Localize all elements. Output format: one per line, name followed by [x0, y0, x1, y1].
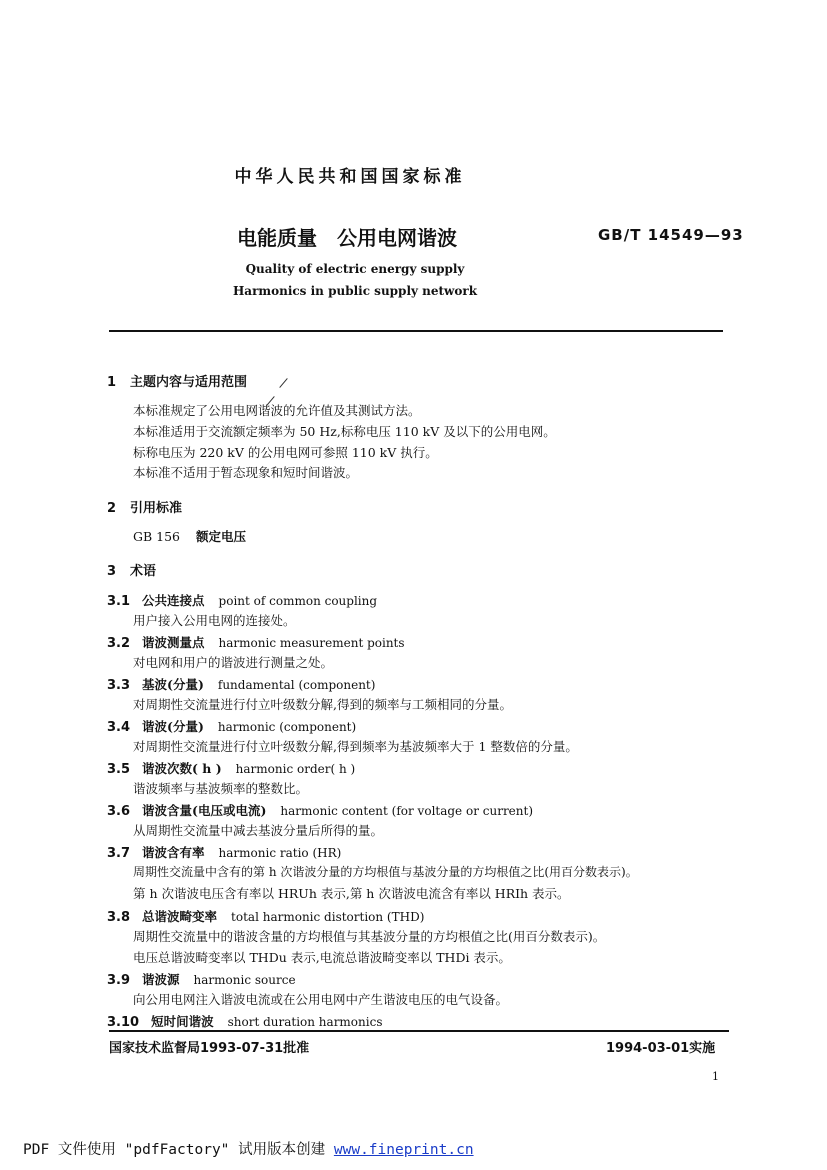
fineprint-link[interactable]: www.fineprint.cn [333, 1142, 474, 1158]
section-1-heading [107, 371, 247, 390]
term-number: 3.7 [107, 846, 131, 861]
scan-mark [279, 378, 287, 388]
term-en: harmonic order( h ) [235, 762, 356, 776]
term-3-6-def: 从周期性交流量中减去基波分量后所得的量。 [133, 823, 384, 838]
term-3-3 [107, 674, 375, 693]
pdf-factory-watermark [23, 1138, 474, 1159]
term-cn: 谐波含量(电压或电流) [142, 803, 267, 818]
term-3-7-def-1: 周期性交流量中含有的第 h 次谐波分量的方均根值与基波分量的方均根值之比(用百分数表示)。 [133, 865, 638, 879]
document-title: 电能质量 公用电网谐波 [237, 226, 457, 250]
term-cn: 谐波次数( h ) [142, 761, 222, 776]
term-3-2 [107, 632, 405, 651]
term-3-3-def: 对周期性交流量进行付立叶级数分解,得到的频率与工频相同的分量。 [133, 697, 512, 712]
term-en: harmonic content (for voltage or current) [280, 804, 534, 818]
term-3-1 [107, 590, 377, 609]
term-3-7-def-2: 第 h 次谐波电压含有率以 HRUh 表示,第 h 次谐波电流含有率以 HRIh 表示。 [133, 886, 570, 901]
watermark-text: PDF 文件使用 "pdfFactory" 试用版本创建 [23, 1142, 334, 1158]
term-en: harmonic ratio (HR) [218, 846, 342, 860]
section-number: 1 [107, 375, 117, 390]
term-cn: 基波(分量) [142, 677, 204, 692]
term-cn: 谐波测量点 [142, 635, 205, 650]
term-cn: 谐波(分量) [142, 719, 204, 734]
term-en: total harmonic distortion (THD) [231, 910, 425, 924]
header-divider [109, 330, 723, 332]
term-3-9-def: 向公用电网注入谐波电流或在公用电网中产生谐波电压的电气设备。 [133, 992, 509, 1007]
national-standard-label: 中华人民共和国国家标准 [234, 167, 466, 187]
term-en: harmonic source [193, 973, 296, 987]
section-2-heading [107, 497, 182, 516]
reference-code: GB 156 [133, 529, 181, 544]
term-number: 3.9 [107, 973, 131, 988]
term-3-6 [107, 800, 533, 819]
section-1-line-3: 标称电压为 220 kV 的公用电网可参照 110 kV 执行。 [133, 445, 438, 460]
term-3-7 [107, 842, 341, 861]
term-number: 3.6 [107, 804, 131, 819]
effective-date: 1994-03-01实施 [606, 1041, 716, 1056]
reference-gb156 [133, 527, 246, 545]
section-title: 术语 [130, 564, 157, 579]
term-cn: 短时间谐波 [151, 1014, 214, 1029]
reference-title: 额定电压 [196, 529, 247, 544]
term-number: 3.10 [107, 1015, 140, 1030]
standard-code: GB/T 14549—93 [598, 226, 744, 244]
term-cn: 谐波含有率 [142, 845, 205, 860]
term-3-8-def-2: 电压总谐波畸变率以 THDu 表示,电流总谐波畸变率以 THDi 表示。 [133, 950, 511, 965]
term-number: 3.8 [107, 910, 131, 925]
term-3-4-def: 对周期性交流量进行付立叶级数分解,得到频率为基波频率大于 1 整数倍的分量。 [133, 739, 578, 754]
term-cn: 谐波源 [142, 972, 180, 987]
term-number: 3.3 [107, 678, 131, 693]
term-3-1-def: 用户接入公用电网的连接处。 [133, 613, 296, 628]
section-1-line-2: 本标准适用于交流额定频率为 50 Hz,标称电压 110 kV 及以下的公用电网。 [133, 424, 556, 439]
english-title-line1: Quality of electric energy supply [245, 262, 465, 276]
section-title: 引用标准 [130, 501, 183, 516]
section-number: 2 [107, 501, 117, 516]
term-cn: 公共连接点 [142, 593, 205, 608]
section-1-line-4: 本标准不适用于暂态现象和短时间谐波。 [133, 465, 359, 480]
section-number: 3 [107, 564, 117, 579]
page-number: 1 [712, 1070, 719, 1083]
term-3-10 [107, 1011, 382, 1030]
approval-date: 国家技术监督局1993-07-31批准 [109, 1041, 310, 1056]
term-3-8 [107, 906, 424, 925]
term-en: harmonic (component) [217, 720, 357, 734]
term-cn: 总谐波畸变率 [142, 909, 218, 924]
term-number: 3.2 [107, 636, 131, 651]
term-3-5-def: 谐波频率与基波频率的整数比。 [133, 781, 309, 796]
term-en: point of common coupling [218, 594, 378, 608]
term-en: harmonic measurement points [218, 636, 405, 650]
term-3-9 [107, 969, 296, 988]
section-1-line-1: 本标准规定了公用电网谐波的允许值及其测试方法。 [133, 403, 421, 418]
term-3-8-def-1: 周期性交流量中的谐波含量的方均根值与其基波分量的方均根值之比(用百分数表示)。 [133, 929, 606, 944]
term-number: 3.1 [107, 594, 131, 609]
section-title: 主题内容与适用范围 [130, 375, 248, 390]
term-3-2-def: 对电网和用户的谐波进行测量之处。 [133, 655, 334, 670]
footer-divider [109, 1030, 729, 1032]
english-title-line2: Harmonics in public supply network [232, 284, 478, 298]
term-en: short duration harmonics [227, 1015, 383, 1029]
term-3-5 [107, 758, 355, 777]
term-3-4 [107, 716, 356, 735]
section-3-heading [107, 560, 156, 579]
term-en: fundamental (component) [217, 678, 376, 692]
term-number: 3.5 [107, 762, 131, 777]
term-number: 3.4 [107, 720, 131, 735]
